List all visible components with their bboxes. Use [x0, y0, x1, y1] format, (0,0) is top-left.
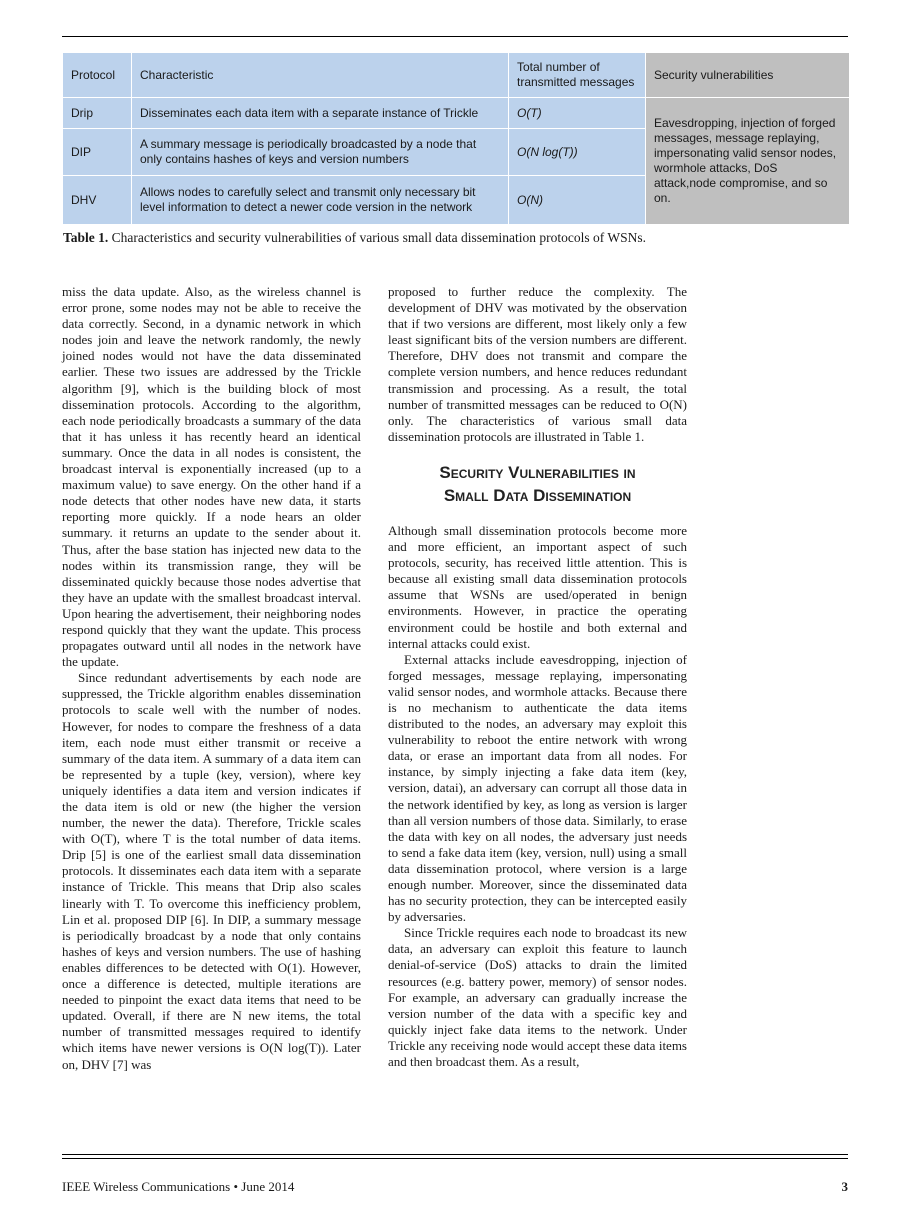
- section-heading-line1: Security Vulnerabilities in: [439, 462, 636, 482]
- protocol-table: [63, 53, 849, 224]
- page-footer: [62, 1179, 848, 1195]
- header-protocol: Protocol: [63, 53, 131, 97]
- table-caption: [63, 230, 646, 246]
- right-intro-paragraph: proposed to further reduce the complexity. The development of DHV was motivated by the observation that if two versions are different, most likely only a few least significant bits of the version numbers are different. Therefore, DHV does not transmit and compare the complete version numbers, and hence reduces redundant transmission and processing. As a result, the total number of transmitted messages can be reduced to O(N) only. The characteristics of various small data dissemination protocols are illustrated in Table 1.: [388, 284, 687, 444]
- right-paragraph: Since Trickle requires each node to broadcast its new data, an adversary can exploit this feature to launch denial-of-service (DoS) attacks to drain the limited resources (e.g. battery power, memory) of sensor nodes. For example, an adversary can gradually increase the version number of the data with a specific key and quickly inject fake data items to the network. Under Trickle any receiving node would accept these data items and then broadcast them. As a result,: [388, 925, 687, 1070]
- footer-rule-2: [62, 1158, 848, 1159]
- footer-journal: IEEE Wireless Communications • June 2014: [62, 1179, 295, 1194]
- header-messages: Total number of transmitted messages: [509, 53, 645, 97]
- caption-label: Table 1.: [63, 230, 109, 245]
- header-security: Security vulnerabilities: [646, 53, 849, 97]
- section-heading-line2: Small Data Dissemination: [443, 485, 632, 505]
- row-dhv-characteristic: Allows nodes to carefully select and transmit only necessary bit level information to detect a newer code version in the network: [132, 176, 508, 224]
- right-paragraph: External attacks include eavesdropping, injection of forged messages, message replaying, impersonating valid sensor nodes, and wormhole attacks. Because there is no mechanism to authenticate the data items distributed to the nodes, an adversary may exploit this vulnerability to reboot the entire network with wrong data, or erase an important data from all nodes. For instance, by simply injecting a fake data item (key, version, datai), an adversary can corrupt all those data in the network identified by key, as long as version is larger than all version numbers of those data. Similarly, to erase the data with key on all nodes, the adversary just needs to send a fake data item (key, version, null) using a small data dissemination protocol, where version is a large enough number. Moreover, since the disseminated data has no security protection, they can be intercepted easily by adversaries.: [388, 651, 687, 925]
- row-dhv-messages: O(N): [509, 176, 645, 224]
- row-drip-protocol: Drip: [63, 98, 131, 128]
- header-characteristic: Characteristic: [132, 53, 508, 97]
- caption-text: Characteristics and security vulnerabilities of various small data dissemination protocols of WSNs.: [108, 230, 647, 245]
- footer-rule-1: [62, 1154, 848, 1155]
- row-dip-protocol: DIP: [63, 129, 131, 175]
- right-column: [388, 284, 687, 1070]
- left-paragraph: miss the data update. Also, as the wireless channel is error prone, some nodes may not be able to receive the data correctly. Second, in a dynamic network in which nodes join and leave the network randomly, the newly joined nodes would not have the data disseminated earlier. These two issues are addressed by the Trickle algorithm [9], which is the building block of most dissemination protocols. According to the algorithm, each node periodically broadcasts a summary of the data that it has unless it has recently heard an identical summary. Once the data in all nodes is consistent, the broadcast interval is exponentially increased (up to a maximum value) to save energy. On the other hand if a node detects that other nodes have new data, it starts reporting more quickly. If a node hears an older summary. it returns an update to the sender about it. Thus, after the base station has injected new data to the nodes within its transmission range, they will be disseminated quickly because those nodes advertise that they have an update with the smallest broadcast interval. Upon hearing the advertisement, their neighboring nodes respond quickly that they want the update. This process propagates outward until all nodes in the network have the update.: [62, 284, 361, 670]
- security-vulnerabilities-cell: Eavesdropping, injection of forged messages, message replaying, impersonating valid sensor nodes, wormhole attacks, DoS attack,node compromise, and so on.: [646, 98, 849, 224]
- left-column: [62, 284, 361, 1073]
- top-rule: [62, 36, 848, 37]
- row-drip-characteristic: Disseminates each data item with a separate instance of Trickle: [132, 98, 508, 128]
- row-dip-characteristic: A summary message is periodically broadcasted by a node that only contains hashes of keys and version numbers: [132, 129, 508, 175]
- row-dip-messages: O(N log(T)): [509, 129, 645, 175]
- right-paragraph: Although small dissemination protocols become more and more efficient, an important aspect of such protocols, security, has received little attention. This is because all existing small data dissemination protocols assume that WSNs are used/operated in benign environments. However, in practice the operating environment could be hostile and both external and internal attacks could exist.: [388, 522, 687, 651]
- row-dhv-protocol: DHV: [63, 176, 131, 224]
- left-paragraph: Since redundant advertisements by each node are suppressed, the Trickle algorithm enables dissemination protocols to scale well with the number of nodes. However, for nodes to compare the freshness of a data item, each node must either transmit or receive a summary of the data item. A summary of a data item can be represented by a tuple (key, version), where key uniquely identifies a data item and version indicates if the data item is old or new (the higher the version number, the newer the data). Therefore, Trickle scales with O(T), where T is the total number of data items. Drip [5] is one of the earliest small data dissemination protocols. It disseminates each data item with a separate instance of Trickle. This means that Drip also scales linearly with T. To overcome this inefficiency problem, Lin et al. proposed DIP [6]. In DIP, a summary message is periodically broadcast by a node that only contains hashes of keys and version numbers. The use of hashing enables differences to be detected with O(1). However, once a difference is detected, multiple iterations are needed to pinpoint the exact data items that need to be updated. Overall, if there are N new items, the total number of transmitted messages required to identify which items have newer versions is O(N log(T)). Later on, DHV [7] was: [62, 670, 361, 1072]
- row-drip-messages: O(T): [509, 98, 645, 128]
- section-heading: [388, 461, 687, 507]
- page-number: 3: [841, 1179, 848, 1194]
